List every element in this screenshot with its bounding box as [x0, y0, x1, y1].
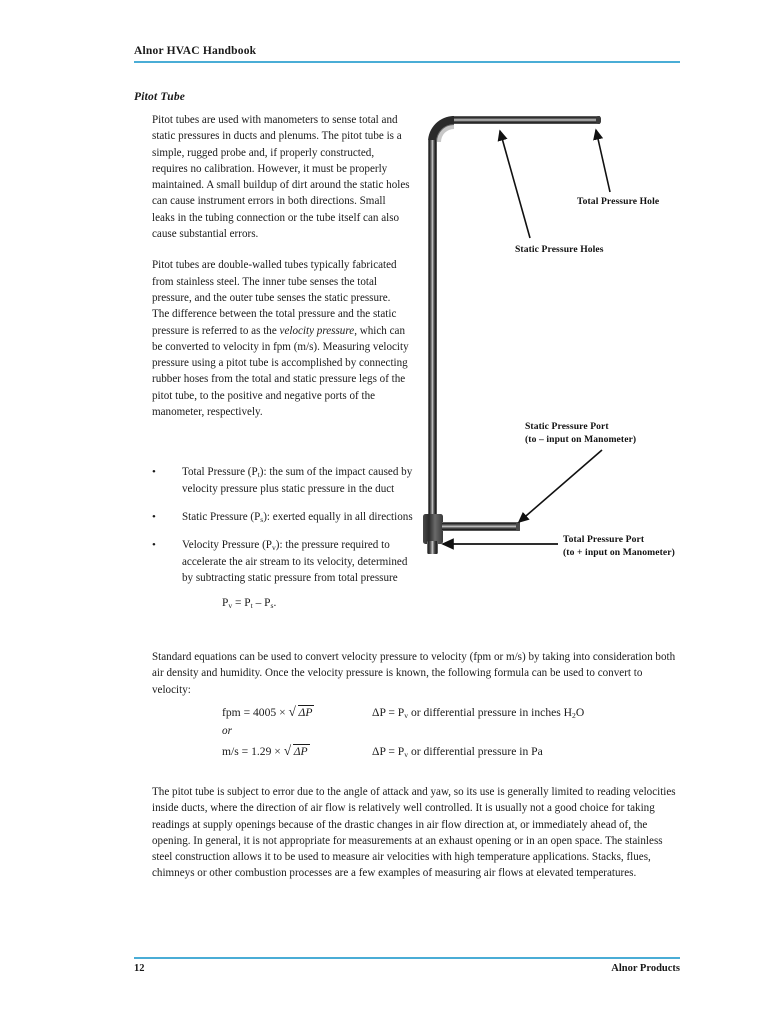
paragraph-4: The pitot tube is subject to error due to the angle of attack and yaw, so its use is generally limited to reading velocities inside ducts, where the direction of air flow is relatively well controlled. It is usually not a good choice for taking readings at supply openings because of the drastic changes in air flow direction at, or immediately ahead of, the opening. In general, it is not appropriate for measurements at an exhaust opening or in an open space. The stainless steel construction allows it to be used to measure air velocities with high temperature applications. Stacks, flues, chimneys or other combustion processes are a few examples of measuring air flows at elevated temperatures. — [152, 786, 676, 880]
equation-or-label: or — [222, 725, 232, 737]
list-item-rest: ): exerted equally in all directions — [263, 510, 413, 523]
list-item-text — [182, 539, 407, 585]
subscript: s — [270, 601, 274, 611]
velocity-pressure-emphasis: velocity pressure — [279, 324, 355, 337]
subscript: t — [257, 470, 260, 480]
pitot-tube-illustration — [420, 108, 690, 578]
list-item-rest: ): the sum of the impact caused by velocity pressure plus static pressure in the duct — [182, 466, 413, 496]
probe-horizontal-arm — [452, 116, 600, 124]
static-pressure-holes-arrow — [500, 131, 530, 238]
bullet-icon: • — [152, 466, 156, 478]
conversion-equations — [222, 705, 682, 764]
equation-fpm — [222, 705, 682, 719]
pitot-tube-diagram — [420, 108, 690, 578]
list-item-text — [182, 511, 413, 523]
header-rule — [134, 61, 680, 63]
subscript: v — [404, 750, 409, 760]
page-footer — [134, 957, 680, 974]
label-total-pressure-port-line2: (to + input on Manometer) — [563, 547, 675, 558]
list-item-text — [182, 466, 412, 495]
total-pressure-hole-arrow — [596, 130, 610, 192]
velocity-pressure-formula: $P_v = P_t - P_s$. — [222, 596, 277, 611]
probe-tip — [596, 116, 601, 124]
list-item — [152, 537, 414, 612]
bullet-icon: • — [152, 538, 156, 551]
equation-fpm-right: $\Delta P = P_v$ or differential pressure in inches $H_2O$ — [372, 706, 585, 721]
static-pressure-port-tube — [442, 522, 520, 531]
intro-text-column — [152, 112, 410, 420]
label-total-pressure-hole: Total Pressure Hole — [577, 196, 660, 207]
equation-ms-right: $\Delta P = P_v$ or differential pressure in Pa — [372, 745, 543, 760]
square-root-icon: √ ΔP — [283, 743, 308, 758]
paragraph-1: Pitot tubes are used with manometers to sense total and static pressures in ducts and plenums. The pitot tube is a simple, rugged probe and, if properly constructed, requires no calibration. However, it must be properly maintained. A small buildup of dirt around the static holes can cause instrument errors in both directions. Small leaks in the tubing connection or the tube itself can also cause substantial errors. — [152, 114, 410, 241]
bullet-icon: • — [152, 510, 156, 523]
total-pressure-port-stub — [427, 541, 438, 554]
label-total-pressure-port — [563, 533, 675, 559]
section-title: Pitot Tube — [134, 91, 186, 103]
list-item-term: Velocity Pressure (P — [182, 538, 272, 551]
label-total-pressure-port-line1: Total Pressure Port — [563, 534, 645, 545]
probe-junction-block — [423, 514, 520, 554]
footer-page-number: 12 — [134, 962, 145, 974]
subscript: v — [404, 711, 409, 721]
static-pressure-port-arrow — [519, 450, 602, 522]
list-item — [152, 509, 414, 526]
label-static-pressure-port-line2: (to – input on Manometer) — [525, 434, 637, 445]
paragraph-3: Standard equations can be used to convert velocity pressure to velocity (fpm or m/s) by taking into consideration both air density and humidity. Once the velocity pressure is known, the following formula can be used to convert to velocity: — [152, 651, 676, 696]
subscript: 2 — [572, 711, 576, 721]
footer-rule — [134, 957, 680, 959]
paragraph-2 — [152, 257, 410, 420]
subscript: v — [228, 601, 233, 611]
equation-ms-left: m/s = 1.29 × √ ΔP — [222, 743, 308, 758]
equation-fpm-left: fpm = 4005 × √ ΔP — [222, 704, 313, 719]
label-static-pressure-port-line1: Static Pressure Port — [525, 421, 609, 432]
probe-body — [428, 116, 601, 522]
paragraph-2-part-b: , which can be converted to velocity in fpm (m/s). Measuring velocity pressure using a pitot tube is accomplished by connecting rubber hoses from the total and static pressure legs of the pitot tube, to the positive and negative ports of the manometer, respectively. — [152, 324, 409, 419]
page-header — [134, 44, 680, 63]
subscript: t — [250, 601, 253, 611]
list-item — [152, 464, 414, 498]
probe-vertical-stem — [428, 140, 437, 522]
list-item-term: Total Pressure (P — [182, 466, 258, 478]
label-static-pressure-holes: Static Pressure Holes — [515, 244, 604, 255]
pressure-definitions-list — [152, 464, 414, 612]
header-title: Alnor HVAC Handbook — [134, 45, 257, 57]
diagram-leader-lines — [443, 130, 610, 544]
paragraph-2-part-a: Pitot tubes are double-walled tubes typically fabricated from stainless steel. The inner tube senses the total pressure, and the outer tube senses the static pressure. The difference between the total pressure and the static pressure is referred to as the — [152, 259, 397, 337]
subscript: v — [271, 543, 276, 553]
label-static-pressure-port — [525, 420, 636, 446]
subscript: s — [260, 514, 264, 524]
square-root-icon: √ ΔP — [288, 704, 313, 719]
list-item-rest: ): the pressure required to accelerate the air stream to its velocity, determined by subtracting static pressure from total pressure — [182, 538, 408, 585]
footer-brand: Alnor Products — [611, 962, 680, 974]
equation-ms — [222, 744, 682, 758]
list-item-term: Static Pressure (P — [182, 510, 261, 523]
